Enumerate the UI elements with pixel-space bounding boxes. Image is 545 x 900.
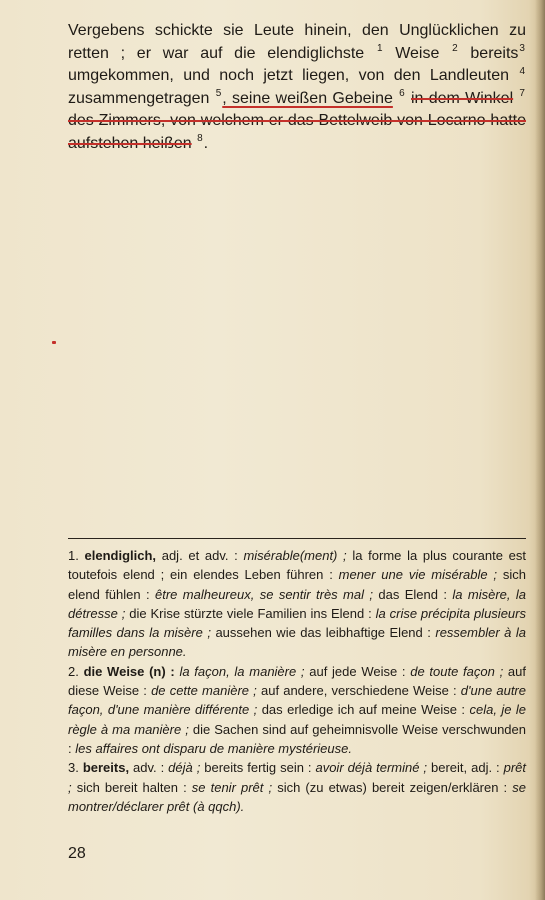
- footnote-text: bereit, adj. :: [427, 760, 504, 776]
- footnote-divider: [68, 538, 526, 539]
- text-segment: Vergebens schickte sie Leute hinein, den Unglücklichen zu retten ; er war auf die elendiglichste: [68, 22, 526, 62]
- footnote-number: 1.: [68, 548, 79, 563]
- underlined-segment: , seine weißen Gebeine: [222, 89, 393, 107]
- footnote-text: das erledige ich auf meine Weise :: [257, 702, 470, 718]
- footnote-translation: cela, je le règle à ma manière ;: [68, 702, 527, 737]
- footnote-translation: déjà ;: [168, 760, 201, 776]
- footnotes: [68, 546, 526, 816]
- footnote-translation: d'une autre façon, d'une manière différente ;: [68, 683, 526, 718]
- footnote-translation: de cette manière ;: [151, 683, 257, 699]
- footnote-ref: 1: [376, 43, 383, 55]
- footnote-headword: bereits,: [82, 760, 130, 776]
- footnote-translation: misérable(ment) ;: [243, 548, 347, 563]
- footnote-ref: 7: [519, 88, 525, 100]
- red-pen-mark: [52, 341, 56, 344]
- footnote-ref: 5: [215, 88, 222, 100]
- footnote-translation: la misère, la détresse ;: [68, 586, 526, 621]
- footnote-text: auf andere, verschiedene Weise :: [256, 683, 461, 699]
- footnote-text: auf jede Weise :: [304, 663, 411, 679]
- text-segment: umgekommen, und noch jetzt liegen, von den Landleuten: [68, 67, 510, 84]
- footnote-translation: avoir déjà terminé ;: [315, 760, 428, 776]
- footnote-ref: 2: [452, 43, 458, 55]
- page-number: 28: [68, 845, 86, 862]
- footnote-translation: les affaires ont disparu de manière mystérieuse.: [75, 740, 352, 756]
- footnote-text: aussehen wie das leibhaftige Elend :: [210, 625, 436, 641]
- footnote-1: [68, 546, 526, 662]
- footnote-translation: de toute façon ;: [410, 663, 504, 679]
- struck-segment: des Zimmers, von welchem er das Bettelweib von Locarno hatte aufstehen heißen: [68, 112, 526, 152]
- footnote-text: sich (zu etwas) bereit zeigen/erklären :: [272, 779, 513, 795]
- footnote-number: 2.: [68, 663, 79, 679]
- footnote-text: adj. et adv. :: [156, 548, 244, 563]
- text-segment: .: [203, 134, 209, 152]
- footnote-translation: ressembler à la misère en personne.: [68, 625, 526, 660]
- footnote-translation: la crise précipita plusieurs familles dans la misère ;: [68, 605, 526, 641]
- page-edge-shadow: [535, 0, 545, 900]
- text-segment: Weise: [395, 44, 440, 62]
- footnote-text: auf diese Weise :: [68, 663, 526, 699]
- footnote-number: 3.: [68, 760, 79, 776]
- footnote-text: die Krise stürzte viele Familien ins Elend :: [125, 605, 376, 621]
- footnote-translation: se montrer/déclarer prêt (à qqch).: [68, 779, 526, 814]
- footnote-text: bereits fertig sein :: [200, 760, 316, 776]
- footnote-text: sich elend fühlen :: [68, 567, 527, 602]
- text-segment: zusammengetragen: [68, 89, 210, 107]
- main-text: [68, 20, 526, 155]
- struck-segment: in dem Winkel: [411, 89, 514, 107]
- footnote-headword: die Weise (n) :: [83, 663, 175, 679]
- footnote-2: [68, 662, 526, 758]
- footnote-translation: être malheureux, se sentir très mal ;: [155, 586, 373, 602]
- footnote-text: sich bereit halten :: [71, 779, 192, 795]
- footnote-translation: se tenir prêt ;: [191, 779, 273, 795]
- footnote-ref: 3: [519, 43, 525, 55]
- text-segment: bereits: [470, 44, 519, 62]
- footnote-3: [68, 758, 526, 816]
- footnote-ref: 8: [197, 133, 203, 145]
- footnote-translation: la façon, la manière ;: [179, 663, 305, 679]
- footnote-ref: 6: [399, 88, 405, 100]
- footnote-ref: 4: [519, 65, 526, 77]
- footnote-text: adv. :: [129, 760, 169, 776]
- footnote-translation: mener une vie misérable ;: [338, 567, 498, 583]
- footnote-translation: prêt ;: [68, 760, 526, 795]
- footnote-text: das Elend :: [373, 586, 453, 602]
- footnote-text: la forme la plus courante est toutefois elend ; ein elendes Leben führen :: [68, 548, 527, 583]
- footnote-text: die Sachen sind auf geheimnisvolle Weise verschwunden :: [68, 721, 527, 756]
- footnote-headword: elendiglich,: [84, 548, 157, 563]
